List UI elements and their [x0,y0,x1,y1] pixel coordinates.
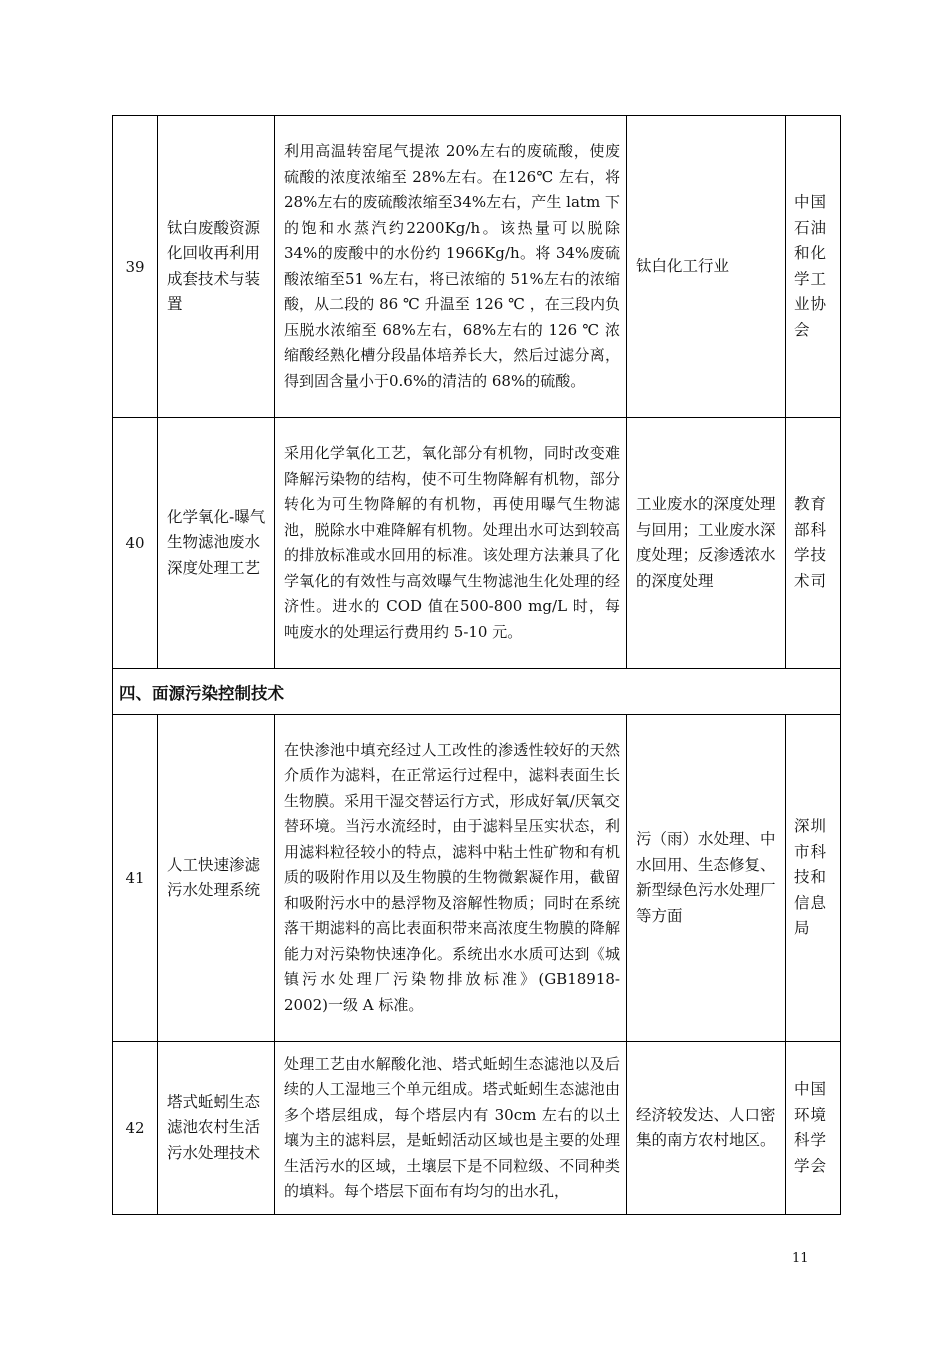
technology-name: 人工快速渗滤污水处理系统 [158,715,275,1042]
row-number: 40 [113,418,158,669]
section-title: 四、面源污染控制技术 [113,669,841,715]
page-number: 11 [792,1251,809,1266]
row-number: 42 [113,1042,158,1215]
recommending-organization: 中国石油和化学工业协会 [786,116,841,418]
application-scope: 钛白化工行业 [627,116,786,418]
recommending-organization: 深圳市科技和信息局 [786,715,841,1042]
recommending-organization: 教育部科学技术司 [786,418,841,669]
table-row [113,418,841,669]
technology-name: 钛白废酸资源化回收再利用成套技术与装置 [158,116,275,418]
row-number: 39 [113,116,158,418]
recommending-organization: 中国环境科学学会 [786,1042,841,1215]
application-scope: 污（雨）水处理、中水回用、生态修复、新型绿色污水处理厂等方面 [627,715,786,1042]
technology-description: 在快渗池中填充经过人工改性的渗透性较好的天然介质作为滤料，在正常运行过程中，滤料表面生长生物膜。采用干湿交替运行方式，形成好氧/厌氧交替环境。当污水流经时，由于滤料呈压实状态，利用滤料粒径较小的特点，滤料中粘土性矿物和有机质的吸附作用以及生物膜的生物微絮凝作用，截留和吸附污水中的悬浮物及溶解性物质；同时在系统落干期滤料的高比表面积带来高浓度生物膜的降解能力对污染物快速净化。系统出水水质可达到《城镇污水处理厂污染物排放标准》(GB18918- 2002)一级 A 标准。 [275,715,627,1042]
row-number: 41 [113,715,158,1042]
application-scope: 经济较发达、人口密集的南方农村地区。 [627,1042,786,1215]
table-row [113,116,841,418]
technology-table [112,115,841,1215]
table-row [113,1042,841,1215]
section-header-row [113,669,841,715]
technology-description: 处理工艺由水解酸化池、塔式蚯蚓生态滤池以及后续的人工湿地三个单元组成。塔式蚯蚓生态滤池由多个塔层组成，每个塔层内有 30cm 左右的以土壤为主的滤料层，是蚯蚓活动区域也是主要的处理生活污水的区域，土壤层下是不同粒级、不同种类的填料。每个塔层下面布有均匀的出水孔， [275,1042,627,1215]
technology-description: 利用高温转窑尾气提浓 20%左右的废硫酸，使废硫酸的浓度浓缩至 28%左右。在126℃ 左右，将 28%左右的废硫酸浓缩至34%左右，产生 latm 下的饱和水蒸汽约2200Kg/h。该热量可以脱除 34%的废酸中的水份约 1966Kg/h。将 34%废硫酸浓缩至51 %左右，将已浓缩的 51%左右的浓缩酸，从二段的 86 ℃ 升温至 126 ℃ ，在三段内负压脱水浓缩至 68%左右，68%左右的 126 ℃ 浓缩酸经熟化槽分段晶体培养长大，然后过滤分离，得到固含量小于0.6%的清洁的 68%的硫酸。 [275,116,627,418]
technology-name: 塔式蚯蚓生态滤池农村生活污水处理技术 [158,1042,275,1215]
technology-description: 采用化学氧化工艺，氧化部分有机物，同时改变难降解污染物的结构，使不可生物降解有机物，部分转化为可生物降解的有机物，再使用曝气生物滤池，脱除水中难降解有机物。处理出水可达到较高的排放标准或水回用的标准。该处理方法兼具了化学氧化的有效性与高效曝气生物滤池生化处理的经济性。进水的 COD 值在500-800 mg/L 时，每吨废水的处理运行费用约 5-10 元。 [275,418,627,669]
table-row [113,715,841,1042]
technology-name: 化学氧化-曝气生物滤池废水深度处理工艺 [158,418,275,669]
application-scope: 工业废水的深度处理与回用；工业废水深度处理；反渗透浓水的深度处理 [627,418,786,669]
